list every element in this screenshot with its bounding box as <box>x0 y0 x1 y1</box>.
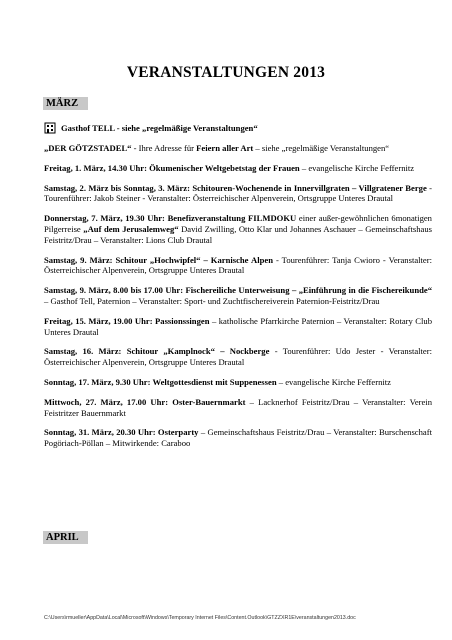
month-heading-april: APRIL <box>43 531 88 544</box>
month-heading-march: MÄRZ <box>43 97 88 110</box>
event-entry: Sonntag, 31. März, 20.30 Uhr: Osterparty – Gemeinschaftshaus Feistritz/Drau – Veranstalter: Burschenschaft Pogöriach-Pöllan – Mitwirkende: Caraboo <box>44 427 432 449</box>
event-entry: Samstag, 9. März, 8.00 bis 17.00 Uhr: Fischereiliche Unterweisung – „Einführung in die Fischereikunde“ – Gasthof Tell, Paternion – Veranstalter: Sport- und Zuchtfischereiverein Paternion-Feistritz/Drau <box>44 285 432 306</box>
gasthof-text: Gasthof TELL - siehe „regelmäßige Veranstaltungen“ <box>61 122 258 133</box>
event-entry: Freitag, 1. März, 14.30 Uhr: Ökumenischer Weltgebetstag der Frauen – evangelische Kirche Feffernitz <box>44 162 415 173</box>
event-entry: „DER GÖTZSTADEL“ - Ihre Adresse für Feiern aller Art – siehe „regelmäßige Veranstaltungen“ <box>44 143 390 153</box>
file-path-footer: C:\Users\rmueller\AppData\Local\Microsoft\Windows\Temporary Internet Files\Content.Outlook\GTZZXR1E\veranstaltungen2013.doc <box>44 615 356 621</box>
event-entry: Mittwoch, 27. März, 17.00 Uhr: Oster-Bauernmarkt – Lacknerhof Feistritz/Drau – Veranstalter: Verein Feistritzer Bauernmarkt <box>44 396 432 418</box>
event-entry: Freitag, 15. März, 19.00 Uhr: Passionssingen – katholische Pfarrkirche Paternion – Veranstalter: Rotary Club Unteres Drautal <box>44 315 432 337</box>
event-list <box>44 122 432 458</box>
gasthof-line <box>44 122 432 134</box>
event-entry: Samstag, 9. März: Schitour „Hochwipfel“ – Karnische Alpen - Tourenführer: Tanja Cwioro - Veranstalter: Österreichischer Alpenverein, Ortsgruppe Unteres Drautal <box>44 254 432 276</box>
page-title: VERANSTALTUNGEN 2013 <box>126 64 326 81</box>
event-entry: Donnerstag, 7. März, 19.30 Uhr: Benefizveranstaltung FILMDOKU einer außer-gewöhnlichen 6monatigen Pilgerreise „Auf dem Jerusalemweg“ David Zwilling, Otto Klar und Johannes Aschauer – Gemeinschaftshaus Feistritz/Drau – Veranstalter: Lions Club Drautal <box>44 213 433 245</box>
building-icon <box>44 122 56 134</box>
event-entry: Samstag, 16. März: Schitour „Kamplnock“ – Nockberge - Tourenführer: Udo Jester - Veranstalter: Österreichischer Alpenverein, Ortsgruppe Unteres Drautal <box>44 346 432 368</box>
event-entry: Sonntag, 17. März, 9.30 Uhr: Weltgottesdienst mit Suppenessen – evangelische Kirche Feffernitz <box>44 376 391 387</box>
event-entry: Samstag, 2. März bis Sonntag, 3. März: Schitouren-Wochenende in Innervillgraten – Villgratener Berge - Tourenführer: Jakob Steiner - Veranstalter: Österreichischer Alpenverein, Ortsgruppe Unteres Drautal <box>44 182 432 204</box>
